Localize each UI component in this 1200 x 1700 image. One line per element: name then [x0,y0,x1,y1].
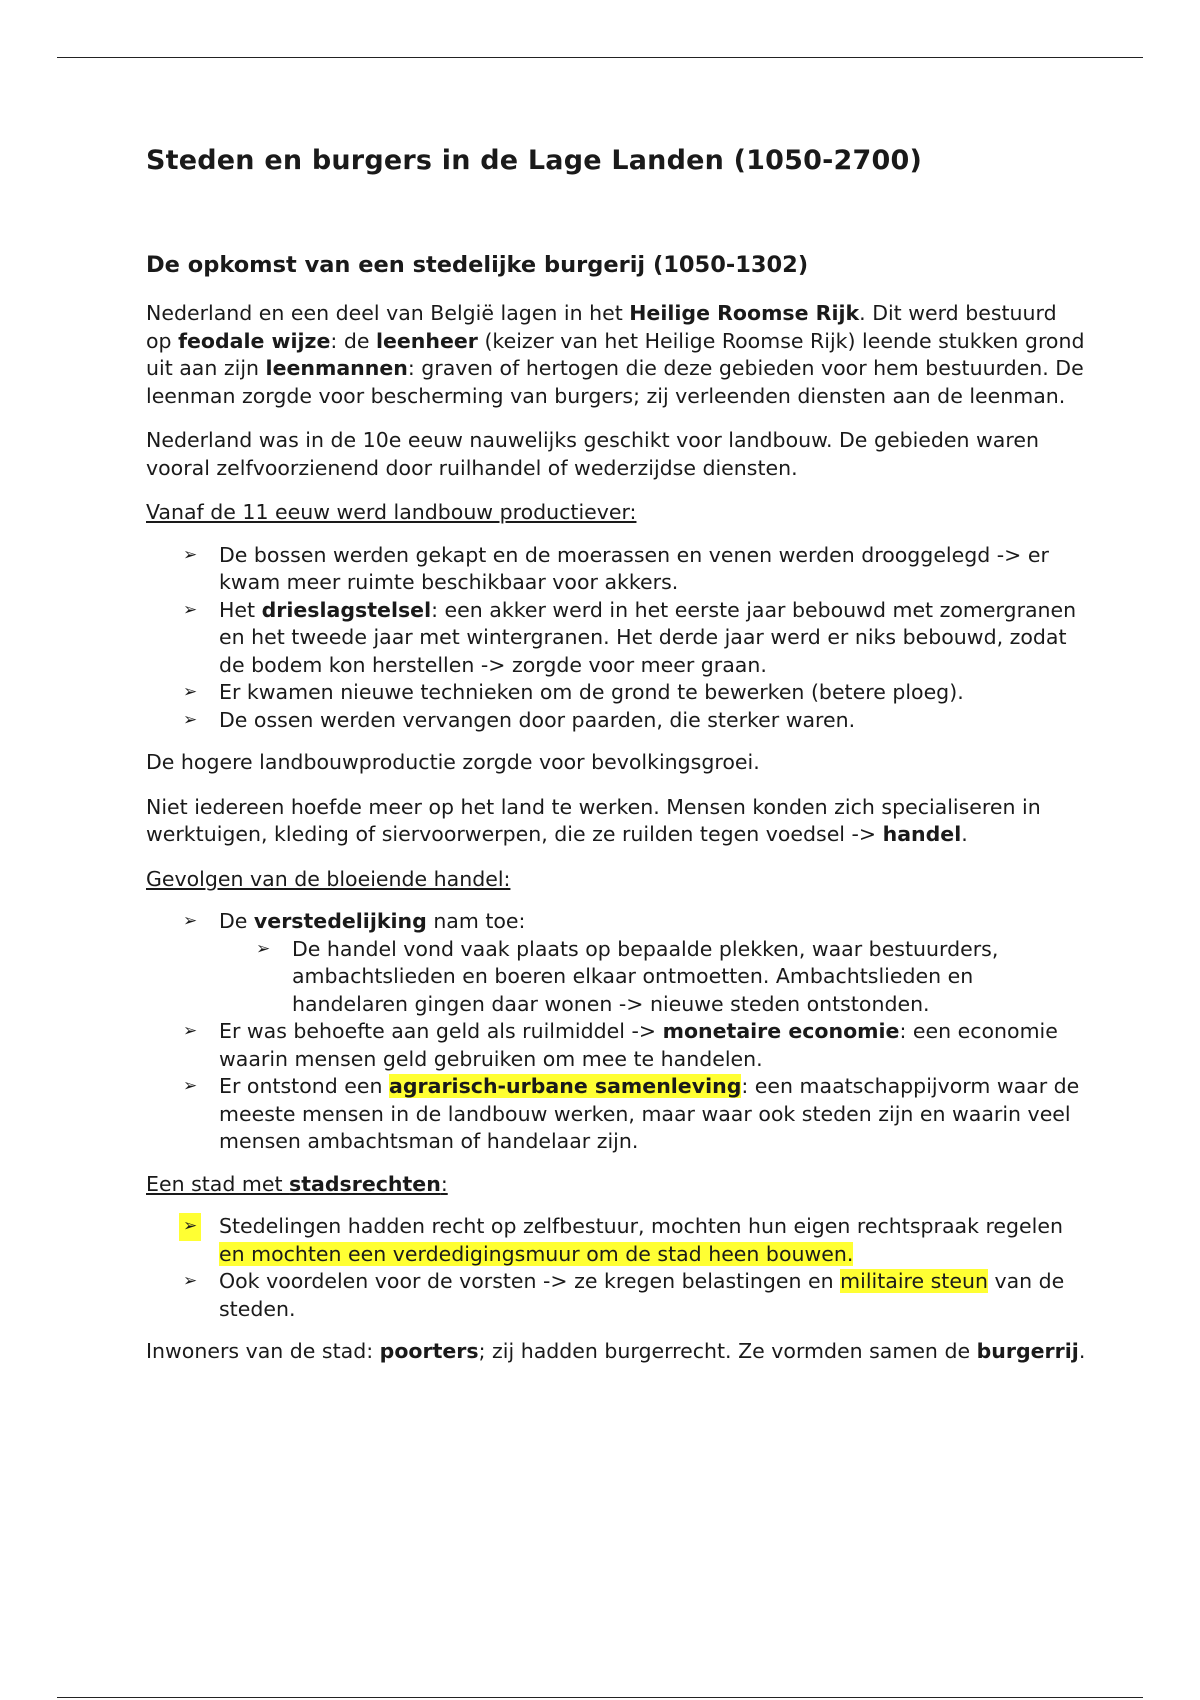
list-item [183,707,1086,735]
text: Ook voordelen voor de vorsten -> ze kregen belastingen en [219,1269,841,1293]
paragraph-poorters [146,1338,1086,1366]
text: . Dit werd bestuurd op [146,301,1057,353]
bold-term: leenheer [375,328,478,353]
document-body [146,300,1086,1383]
text: (keizer van het Heilige Roomse Rijk) leende stukken grond uit aan zijn [146,328,1085,380]
text: Nederland en een deel van België lagen in het [146,301,630,325]
bold-term: stadsrechten [289,1171,441,1196]
document-title: Steden en burgers in de Lage Landen (1050-2700) [146,145,923,176]
bold-term: handel [882,822,962,846]
bottom-rule [57,1697,1143,1698]
arrow-bullet-icon: ➢ [183,599,198,620]
text: : [440,1171,448,1196]
bold-term: burgerrij [976,1339,1079,1363]
text: : de [330,328,376,353]
bold-term: feodale wijze [178,328,331,353]
list-item [183,597,1086,680]
text: van de steden. [219,1269,1065,1321]
text: Niet iedereen hoefde meer op het land te werken. Mensen konden zich specialiseren in werktuigen, kleding of siervoorwerpen, die ze ruilden tegen voedsel -> [146,794,1041,846]
list-item [183,1018,1086,1073]
text: Er was behoefte aan geld als ruilmiddel -> [219,1019,663,1043]
highlighted-text: en mochten een verdedigingsmuur om de stad heen bouwen. [219,1241,854,1266]
sub-list [219,936,1086,1019]
subheading-gevolgen: Gevolgen van de bloeiende handel: [146,866,511,891]
bold-term: verstedelijking [253,909,427,933]
list-item [183,1213,1086,1268]
arrow-bullet-icon: ➢ [183,1271,198,1291]
text: Er kwamen nieuwe technieken om de grond te bewerken (betere ploeg). [219,680,964,704]
list-stadsrechten [146,1213,1086,1323]
paragraph-handel [146,794,1086,849]
text: Stedelingen hadden recht op zelfbestuur, mochten hun eigen rechtspraak regelen [219,1214,1063,1238]
text: : graven of hertogen die deze gebieden voor hem bestuurden. De leenman zorgde voor bescherming van burgers; zij verleenden diensten aan de leenman. [146,356,1084,408]
text: Er ontstond een [219,1074,389,1098]
arrow-bullet-icon: ➢ [256,938,271,959]
arrow-bullet-icon: ➢ [183,911,198,931]
text: Het [219,597,262,622]
list-gevolgen [146,908,1086,1156]
text: De bossen werden gekapt en de moerassen en venen werden drooggelegd -> er kwam meer ruimte beschikbaar voor akkers. [219,542,1049,594]
list-item [183,679,1086,707]
list-landbouw [146,542,1086,735]
text: : een maatschappijvorm waar de meeste mensen in de landbouw werken, maar waar ook steden zijn en waarin veel mensen ambachtsman of handelaar zijn. [219,1074,1080,1153]
text: ; zij hadden burgerrecht. Ze vormden samen de [478,1339,977,1363]
subheading-stadsrechten [146,1171,1086,1199]
paragraph-landbouw-10e-eeuw: Nederland was in de 10e eeuw nauwelijks geschikt voor landbouw. De gebieden waren vooral zelfvoorzienend door ruilhandel of wederzijdse diensten. [146,428,1039,480]
list-item [183,1073,1086,1156]
text: . [1078,1339,1086,1363]
bold-term: leenmannen [265,356,408,380]
list-item [183,1268,1086,1323]
arrow-bullet-icon: ➢ [183,1076,198,1096]
text: Inwoners van de stad: [146,1339,380,1363]
arrow-bullet-icon: ➢ [183,1021,198,1041]
text: : een economie waarin mensen geld gebruiken om mee te handelen. [219,1019,1058,1071]
subheading-landbouw: Vanaf de 11 eeuw werd landbouw productiever: [146,500,637,524]
paragraph-feodaal [146,300,1086,410]
paragraph-bevolkingsgroei: De hogere landbouwproductie zorgde voor bevolkingsgroei. [146,750,760,774]
list-item [183,908,1086,1018]
highlighted-text: militaire steun [840,1269,988,1293]
section-title: De opkomst van een stedelijke burgerij (1050-1302) [146,252,809,278]
text: : een akker werd in het eerste jaar bebouwd met zomergranen en het tweede jaar met wintergranen. Het derde jaar werd er niks bebouwd, zodat de bodem kon herstellen -> zorgde voor meer graan. [219,597,1077,677]
text: . [961,822,968,846]
bold-term: drieslagstelsel [261,597,432,622]
list-item [183,542,1086,597]
arrow-bullet-icon: ➢ [183,682,198,702]
arrow-bullet-icon: ➢ [179,1213,201,1241]
text: nam toe: [426,909,526,933]
bold-term: Heilige Roomse Rijk [629,301,860,325]
list-item [256,936,1086,1019]
text: De ossen werden vervangen door paarden, die sterker waren. [219,707,856,732]
top-rule [57,57,1143,58]
highlighted-bold-term: agrarisch-urbane samenleving [389,1074,742,1098]
bold-term: poorters [379,1339,479,1363]
text: Een stad met [146,1171,290,1196]
text: De [219,909,254,933]
text: De handel vond vaak plaats op bepaalde plekken, waar bestuurders, ambachtslieden en boeren elkaar ontmoetten. Ambachtslieden en handelaren gingen daar wonen -> nieuwe steden ontstonden. [292,936,999,1016]
bold-term: monetaire economie [662,1019,900,1043]
arrow-bullet-icon: ➢ [183,709,198,730]
arrow-bullet-icon: ➢ [183,544,198,565]
